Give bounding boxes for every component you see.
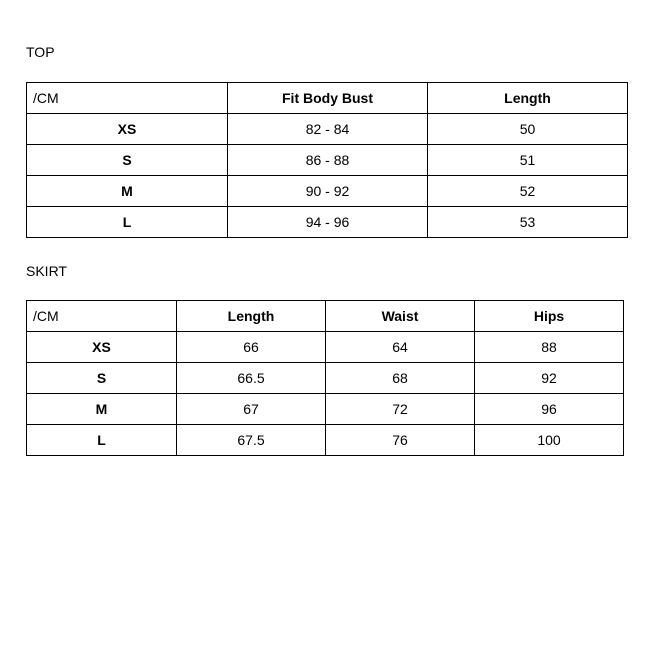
- bust-value: 94 - 96: [228, 207, 428, 238]
- table-row: [27, 176, 628, 207]
- size-label: M: [27, 176, 228, 207]
- column-header-waist: Waist: [326, 301, 475, 332]
- length-value: 66: [177, 332, 326, 363]
- size-label: S: [27, 363, 177, 394]
- waist-value: 68: [326, 363, 475, 394]
- hips-value: 100: [475, 425, 624, 456]
- table-header-row: [27, 301, 624, 332]
- waist-value: 72: [326, 394, 475, 425]
- top-section-title: TOP: [26, 44, 55, 60]
- hips-value: 92: [475, 363, 624, 394]
- waist-value: 76: [326, 425, 475, 456]
- bust-value: 86 - 88: [228, 145, 428, 176]
- waist-value: 64: [326, 332, 475, 363]
- length-value: 67.5: [177, 425, 326, 456]
- table-row: [27, 394, 624, 425]
- column-header-length: Length: [428, 83, 628, 114]
- size-label: L: [27, 207, 228, 238]
- table-row: [27, 145, 628, 176]
- length-value: 52: [428, 176, 628, 207]
- table-row: [27, 114, 628, 145]
- table-row: [27, 363, 624, 394]
- table-row: [27, 207, 628, 238]
- column-header-hips: Hips: [475, 301, 624, 332]
- hips-value: 88: [475, 332, 624, 363]
- bust-value: 82 - 84: [228, 114, 428, 145]
- top-size-table: [26, 82, 628, 238]
- skirt-size-table: [26, 300, 624, 456]
- size-label: XS: [27, 114, 228, 145]
- length-value: 66.5: [177, 363, 326, 394]
- column-header-fit-body-bust: Fit Body Bust: [228, 83, 428, 114]
- size-label: L: [27, 425, 177, 456]
- bust-value: 90 - 92: [228, 176, 428, 207]
- size-label: XS: [27, 332, 177, 363]
- unit-header: /CM: [27, 301, 177, 332]
- length-value: 53: [428, 207, 628, 238]
- table-header-row: [27, 83, 628, 114]
- skirt-section-title: SKIRT: [26, 263, 67, 279]
- unit-header: /CM: [27, 83, 228, 114]
- length-value: 50: [428, 114, 628, 145]
- hips-value: 96: [475, 394, 624, 425]
- table-row: [27, 425, 624, 456]
- column-header-length: Length: [177, 301, 326, 332]
- length-value: 67: [177, 394, 326, 425]
- size-label: S: [27, 145, 228, 176]
- size-label: M: [27, 394, 177, 425]
- length-value: 51: [428, 145, 628, 176]
- table-row: [27, 332, 624, 363]
